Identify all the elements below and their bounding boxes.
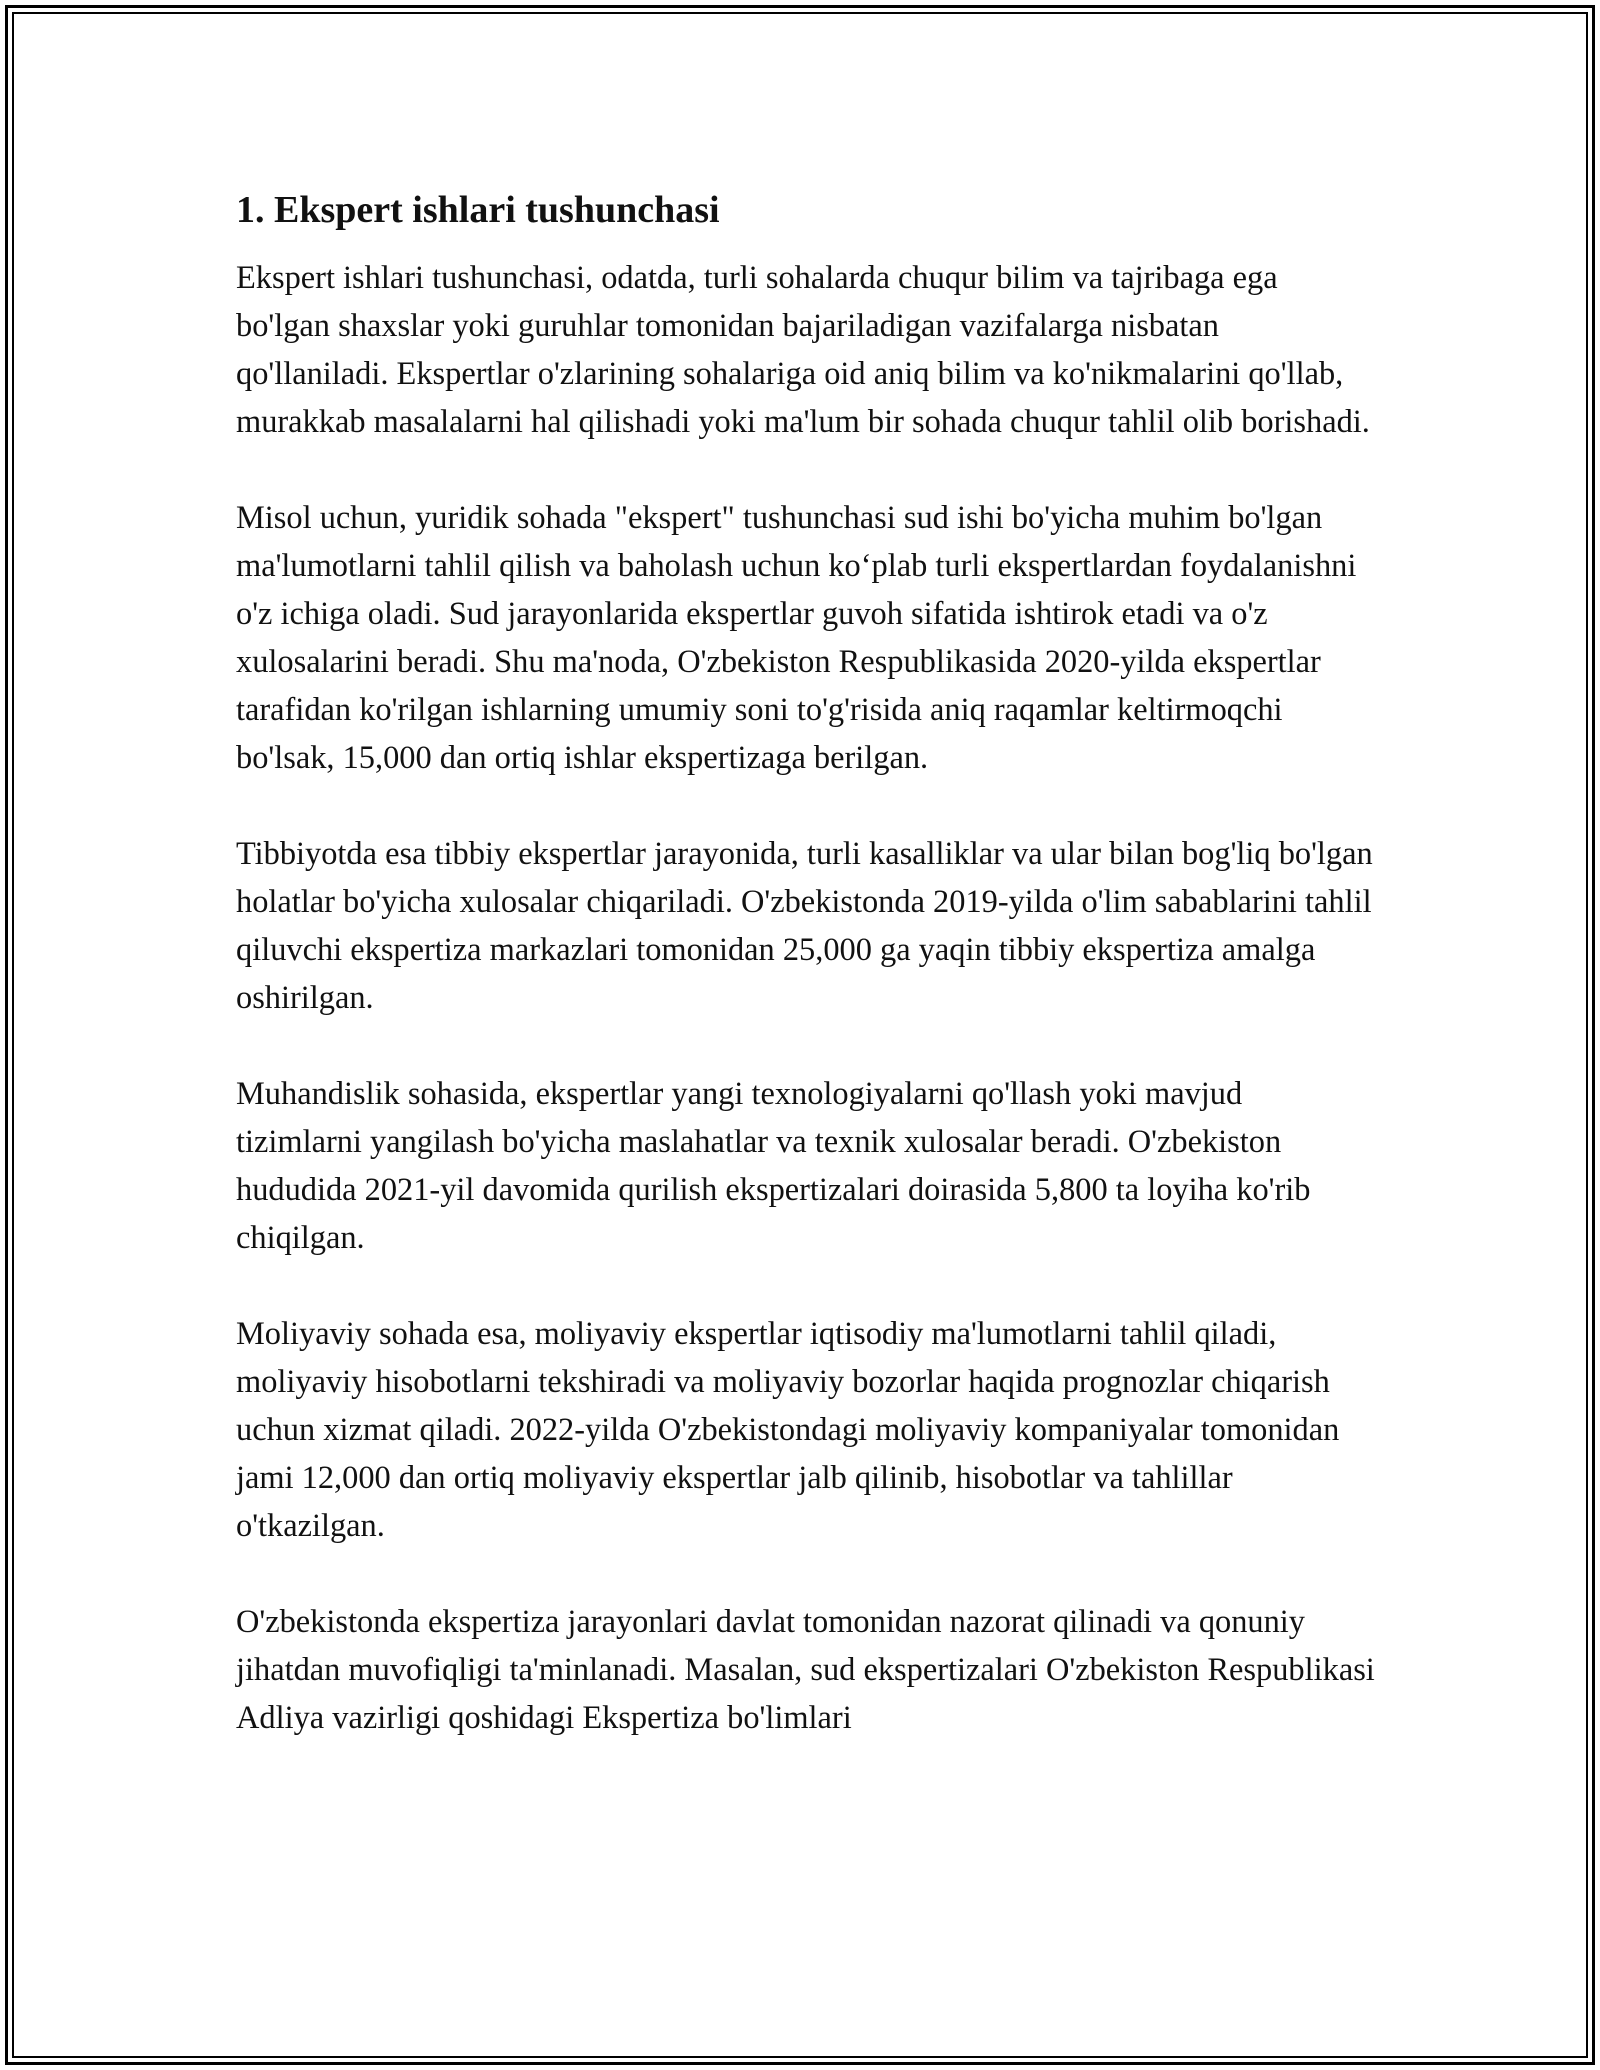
paragraph-engineering: Muhandislik sohasida, ekspertlar yangi texnologiyalarni qo'llash yoki mavjud tizimlarni yangilash bo'yicha maslahatlar va texnik xulosalar beradi. O'zbekiston hududida 2021-yil davomida qurilish ekspertizalari doirasida 5,800 ta loyiha ko'rib chiqilgan. [236,1076,1311,1256]
section-heading: 1. Ekspert ishlari tushunchasi [236,189,720,231]
paragraph-finance: Moliyaviy sohada esa, moliyaviy ekspertlar iqtisodiy ma'lumotlarni tahlil qiladi, moliyaviy hisobotlarni tekshiradi va moliyaviy bozorlar haqida prognozlar chiqarish uchun xizmat qiladi. 2022-yilda O'zbekistondagi moliyaviy kompaniyalar tomonidan jami 12,000 dan ortiq moliyaviy ekspertlar jalb qilinib, hisobotlar va tahlillar o'tkazilgan. [236,1316,1340,1544]
paragraph-legal: Misol uchun, yuridik sohada "ekspert" tushunchasi sud ishi bo'yicha muhim bo'lgan ma'lumotlarni tahlil qilish va baholash uchun ko‘plab turli ekspertlardan foydalanishni o'z ichiga oladi. Sud jarayonlarida ekspertlar guvoh sifatida ishtirok etadi va o'z xulosalarini beradi. Shu ma'noda, O'zbekiston Respublikasida 2020-yilda ekspertlar tarafidan ko'rilgan ishlarning umumiy soni to'g'risida aniq raqamlar keltirmoqchi bo'lsak, 15,000 dan ortiq ishlar ekspertizaga berilgan. [236,500,1357,776]
paragraph-medical: Tibbiyotda esa tibbiy ekspertlar jarayonida, turli kasalliklar va ular bilan bog'liq bo'lgan holatlar bo'yicha xulosalar chiqariladi. O'zbekistonda 2019-yilda o'lim sabablarini tahlil qiluvchi ekspertiza markazlari tomonidan 25,000 ga yaqin tibbiy ekspertiza amalga oshirilgan. [236,836,1373,1016]
paragraph-definition: Ekspert ishlari tushunchasi, odatda, turli sohalarda chuqur bilim va tajribaga ega bo'lgan shaxslar yoki guruhlar tomonidan bajariladigan vazifalarga nisbatan qo'llaniladi. Ekspertlar o'zlarining sohalariga oid aniq bilim va ko'nikmalarini qo'llab, murakkab masalalarni hal qilishadi yoki ma'lum bir sohada chuqur tahlil olib borishadi. [236,260,1370,440]
paragraph-regulation: O'zbekistonda ekspertiza jarayonlari davlat tomonidan nazorat qilinadi va qonuniy jihatdan muvofiqligi ta'minlanadi. Masalan, sud ekspertizalari O'zbekiston Respublikasi Adliya vazirligi qoshidagi Ekspertiza bo'limlari [236,1604,1375,1736]
document-body [236,186,1376,1742]
